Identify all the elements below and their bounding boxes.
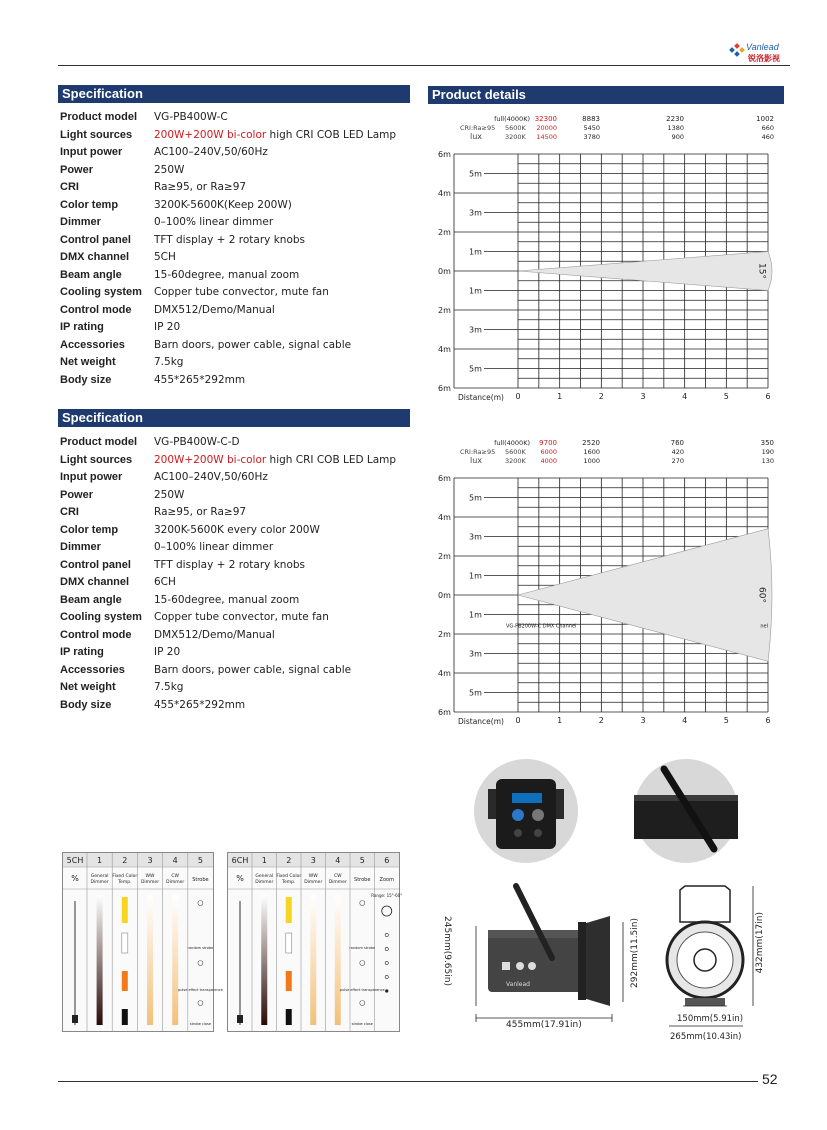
dmx-6ch-chart bbox=[227, 852, 403, 1032]
dmx-label: Dimmer bbox=[328, 880, 347, 885]
lux-value: 190 bbox=[761, 448, 774, 456]
lux-value: 420 bbox=[671, 448, 684, 456]
lux-value: 1600 bbox=[583, 448, 600, 456]
page-number: 52 bbox=[762, 1071, 778, 1087]
spec-key: DMX channel bbox=[60, 576, 130, 588]
beam-chart-15 bbox=[430, 112, 790, 402]
lux-value: 20000 bbox=[536, 124, 557, 132]
spec-value: 3200K-5600K(Keep 200W) bbox=[154, 198, 292, 211]
y-tick-label: 3m bbox=[469, 649, 482, 659]
spec-value: Ra≥95, or Ra≥97 bbox=[154, 506, 247, 518]
spec-value: VG-PB400W-C bbox=[154, 111, 228, 123]
spec-value: Copper tube convector, mute fan bbox=[154, 611, 329, 623]
front-dimension-drawing bbox=[655, 882, 780, 1047]
spec-key: Control panel bbox=[60, 233, 131, 246]
spec-value: 455*265*292mm bbox=[154, 373, 246, 386]
spec-key: Power bbox=[60, 488, 94, 501]
dmx-ww-cw-bar bbox=[310, 895, 316, 1025]
dmx-label: Dimmer bbox=[140, 880, 160, 885]
y-tick-label: 2m bbox=[438, 552, 451, 561]
spec-key: CRI bbox=[60, 181, 79, 193]
y-tick-label: 6m bbox=[438, 474, 451, 483]
dmx-dimmer-bar bbox=[261, 895, 267, 1025]
spec-key: Dimmer bbox=[60, 541, 101, 553]
lux-value: 1380 bbox=[667, 124, 684, 132]
dmx-strobe-note: pulse effect transparence bbox=[339, 988, 385, 992]
dmx-zoom-dot bbox=[385, 975, 388, 978]
dim-height-side: 292mm(11.5in) bbox=[630, 918, 640, 988]
spec-row bbox=[60, 611, 410, 629]
y-tick-label: 4m bbox=[438, 345, 451, 354]
spec-row bbox=[60, 304, 410, 322]
dmx-zoom-note: Range: 15°-60° bbox=[371, 893, 403, 898]
spec-key: Beam angle bbox=[60, 593, 122, 606]
dmx-strobe-note: random strobe bbox=[349, 946, 376, 950]
spec-key: Accessories bbox=[60, 338, 125, 351]
y-tick-label: 4m bbox=[438, 513, 451, 522]
dmx-header: 6 bbox=[384, 856, 390, 865]
header-label: lux bbox=[470, 456, 483, 465]
lux-value: 6000 bbox=[540, 448, 557, 456]
y-tick-label: 2m bbox=[438, 228, 451, 237]
dmx-label: General bbox=[90, 874, 109, 879]
spec-row bbox=[60, 146, 410, 164]
dmx-ct-block bbox=[122, 971, 128, 991]
x-tick-label: 6 bbox=[765, 392, 771, 401]
spec-row bbox=[60, 506, 410, 524]
x-tick-label: 6 bbox=[765, 716, 771, 725]
dmx-header: 3 bbox=[310, 856, 316, 865]
spec-row bbox=[60, 471, 410, 489]
y-tick-label: 3m bbox=[469, 325, 482, 335]
dmx-header: 1 bbox=[97, 856, 103, 865]
spec-value: 250W bbox=[154, 488, 185, 501]
dmx-zoom-dot bbox=[385, 947, 388, 950]
y-tick-label: 4m bbox=[438, 189, 451, 198]
dmx-label: CW bbox=[333, 874, 342, 879]
spec-value: 0–100% linear dimmer bbox=[154, 541, 274, 553]
dmx-header: 5 bbox=[197, 856, 203, 865]
spec-value: TFT display + 2 rotary knobs bbox=[154, 558, 306, 571]
lux-value: 350 bbox=[760, 439, 774, 447]
lux-value: 270 bbox=[671, 457, 684, 465]
y-tick-label: 3m bbox=[469, 208, 482, 218]
spec-value: 200W+200W bi-color high CRI COB LED Lamp bbox=[154, 453, 397, 466]
dim-length: 455mm(17.91in) bbox=[506, 1020, 582, 1030]
dmx-header: 4 bbox=[335, 856, 341, 865]
spec-key: Control panel bbox=[60, 558, 131, 571]
dmx-ww-cw-bar bbox=[172, 895, 178, 1025]
spec-value: Barn doors, power cable, signal cable bbox=[154, 338, 352, 351]
spec-key: Product model bbox=[60, 436, 138, 448]
y-tick-label: 6m bbox=[438, 708, 451, 717]
spec-value: 5CH bbox=[154, 251, 176, 263]
spec-row bbox=[60, 181, 410, 199]
header-cct: 3200K bbox=[505, 133, 526, 141]
spec-key: Control mode bbox=[60, 628, 132, 641]
x-tick-label: 5 bbox=[723, 716, 729, 725]
spec2-table bbox=[60, 436, 410, 716]
dmx-zoom-dot bbox=[385, 961, 388, 964]
spec-value: IP 20 bbox=[154, 321, 181, 333]
dmx-label: % bbox=[236, 874, 244, 883]
spec-value: DMX512/Demo/Manual bbox=[154, 303, 275, 316]
dmx-5ch-svg bbox=[63, 853, 223, 1033]
spec-row bbox=[60, 321, 410, 339]
spec-value: 15-60degree, manual zoom bbox=[154, 593, 300, 606]
dmx-label: Fixed Color bbox=[112, 874, 138, 879]
lux-value: 5450 bbox=[583, 124, 600, 132]
x-tick-label: 4 bbox=[682, 716, 688, 725]
spec-value: Ra≥95, or Ra≥97 bbox=[154, 181, 247, 193]
lux-value: 14500 bbox=[536, 133, 557, 141]
dmx-ww-cw-bar bbox=[335, 895, 341, 1025]
spec-row bbox=[60, 664, 410, 682]
dmx-zoom-dot bbox=[385, 989, 388, 992]
dmx-fader-knob bbox=[72, 1015, 78, 1023]
header-rule bbox=[58, 65, 790, 66]
y-tick-label: 6m bbox=[438, 384, 451, 393]
spec-row bbox=[60, 199, 410, 217]
x-tick-label: 3 bbox=[640, 716, 646, 725]
y-tick-label: 1m bbox=[469, 247, 482, 257]
spec-row bbox=[60, 699, 410, 717]
beam-chart-60 bbox=[430, 436, 790, 726]
dmx-label: Dimmer bbox=[255, 880, 274, 885]
spec-row bbox=[60, 594, 410, 612]
spec-key: Dimmer bbox=[60, 216, 101, 228]
dmx-fader-knob bbox=[237, 1015, 243, 1023]
handle-photo bbox=[634, 759, 738, 863]
dmx-strobe-icon bbox=[198, 901, 203, 906]
beam-angle-label: 15° bbox=[756, 263, 767, 279]
spec-row bbox=[60, 436, 410, 454]
dmx-label: Dimmer bbox=[166, 880, 185, 885]
y-tick-label: 2m bbox=[438, 630, 451, 639]
spec-key: Input power bbox=[60, 146, 123, 158]
spec-row bbox=[60, 269, 410, 287]
lux-value: 4000 bbox=[540, 457, 557, 465]
lux-value: 1000 bbox=[583, 457, 600, 465]
dmx-label: WW bbox=[145, 874, 155, 879]
side-logo: Vanlead bbox=[506, 981, 530, 988]
y-tick-label: 1m bbox=[469, 286, 482, 296]
x-tick-label: 3 bbox=[640, 392, 646, 401]
spec-row bbox=[60, 541, 410, 559]
spec-value: Copper tube convector, mute fan bbox=[154, 286, 329, 298]
x-axis-label: Distance(m) bbox=[458, 393, 504, 402]
dim-depth-side: 245mm(9.65in) bbox=[442, 916, 452, 986]
header-cct: 3200K bbox=[505, 457, 526, 465]
spec-row bbox=[60, 681, 410, 699]
x-tick-label: 2 bbox=[598, 392, 604, 401]
spec-value: AC100–240V,50/60Hz bbox=[154, 471, 268, 483]
spec-key: Cooling system bbox=[60, 286, 142, 298]
spec-value: VG-PB400W-C-D bbox=[154, 436, 240, 448]
spec-key: Input power bbox=[60, 471, 123, 483]
lux-value: 760 bbox=[670, 439, 684, 447]
dmx-label: General bbox=[255, 874, 274, 879]
spec-row bbox=[60, 374, 410, 392]
header-label: full(4000K) bbox=[494, 115, 530, 123]
dmx-header: 6CH bbox=[231, 856, 249, 865]
x-tick-label: 1 bbox=[557, 392, 563, 401]
dmx-ww-cw-bar bbox=[147, 895, 153, 1025]
dmx-dimmer-bar bbox=[97, 895, 103, 1025]
spec-value: TFT display + 2 rotary knobs bbox=[154, 233, 306, 246]
beam-cone bbox=[518, 529, 772, 662]
spec-value: 7.5kg bbox=[154, 681, 184, 693]
spec1-title: Specification bbox=[58, 85, 410, 103]
lux-value: 9700 bbox=[539, 439, 557, 447]
dmx-label: Dimmer bbox=[304, 880, 323, 885]
dmx-label: Temp. bbox=[118, 880, 132, 885]
spec-key: Cooling system bbox=[60, 611, 142, 623]
beam-angle-label: 60° bbox=[756, 587, 767, 603]
dmx-strobe-icon bbox=[360, 901, 365, 906]
lux-value: 460 bbox=[761, 133, 774, 141]
spec-row bbox=[60, 576, 410, 594]
dmx-header-bg bbox=[63, 853, 213, 867]
dmx-header: 2 bbox=[286, 856, 292, 865]
dmx-ct-block bbox=[286, 933, 292, 953]
lux-value: 3780 bbox=[583, 133, 600, 141]
header-cct: 5600K bbox=[505, 448, 526, 456]
dmx-strobe-note: pulse effect transparence bbox=[177, 988, 223, 992]
spec-key: Accessories bbox=[60, 663, 125, 676]
lux-value: 2520 bbox=[582, 439, 600, 447]
spec-row bbox=[60, 559, 410, 577]
spec-key: IP rating bbox=[60, 321, 104, 333]
details-title: Product details bbox=[428, 86, 784, 104]
dmx-strobe-icon bbox=[360, 1001, 365, 1006]
y-tick-label: 0m bbox=[438, 591, 451, 600]
spec-row bbox=[60, 339, 410, 357]
spec-value: 6CH bbox=[154, 576, 176, 588]
side-dimension-drawing bbox=[440, 880, 650, 1040]
y-tick-label: 1m bbox=[469, 610, 482, 620]
spec-row bbox=[60, 454, 410, 472]
dmx-label: Fixed Color bbox=[276, 874, 302, 879]
spec1-table bbox=[60, 111, 410, 391]
spec-key: CRI bbox=[60, 506, 79, 518]
dmx-ct-block bbox=[286, 897, 292, 923]
dmx-header: 5CH bbox=[66, 856, 84, 865]
dmx-strobe-icon bbox=[360, 961, 365, 966]
y-tick-label: 4m bbox=[438, 669, 451, 678]
spec-row bbox=[60, 489, 410, 507]
spec-row bbox=[60, 356, 410, 374]
spec-row bbox=[60, 129, 410, 147]
dmx-strobe-icon bbox=[198, 961, 203, 966]
header-label: CRI:Ra≥95 bbox=[460, 124, 496, 132]
dmx-label: Zoom bbox=[379, 877, 394, 883]
brand-logo bbox=[728, 40, 788, 66]
spec-value: Barn doors, power cable, signal cable bbox=[154, 663, 352, 676]
spec-row bbox=[60, 164, 410, 182]
spec-key: Net weight bbox=[60, 681, 116, 693]
dmx-ct-block bbox=[122, 933, 128, 953]
y-tick-label: 3m bbox=[469, 532, 482, 542]
spec-key: IP rating bbox=[60, 646, 104, 658]
spec-value: 250W bbox=[154, 163, 185, 176]
dmx-header: 3 bbox=[147, 856, 153, 865]
lux-value: 8883 bbox=[582, 115, 600, 123]
dmx-zoom-icon bbox=[382, 906, 392, 916]
dmx-header: 1 bbox=[261, 856, 267, 865]
spec-key: Light sources bbox=[60, 453, 133, 466]
dim-width-outer: 265mm(10.43in) bbox=[670, 1032, 742, 1042]
x-tick-label: 0 bbox=[515, 392, 521, 401]
brand-cn: 锐洛影视 bbox=[748, 54, 780, 63]
lux-value: 900 bbox=[671, 133, 684, 141]
spec-key: Color temp bbox=[60, 523, 119, 536]
spec-value-highlight: 200W+200W bi-color bbox=[154, 453, 267, 466]
dmx-zoom-dot bbox=[385, 933, 388, 936]
y-tick-label: 5m bbox=[469, 688, 482, 698]
spec-value: 0–100% linear dimmer bbox=[154, 216, 274, 228]
dmx-strobe-note: strobe close bbox=[189, 1022, 212, 1026]
spec-key: Product model bbox=[60, 111, 138, 123]
x-tick-label: 1 bbox=[557, 716, 563, 725]
header-cct: 5600K bbox=[505, 124, 526, 132]
dmx-ct-block bbox=[286, 1009, 292, 1025]
brand-name: Vanlead bbox=[746, 42, 779, 52]
y-tick-label: 5m bbox=[469, 493, 482, 503]
spec-value-highlight: 200W+200W bi-color bbox=[154, 128, 267, 141]
spec-key: Body size bbox=[60, 698, 112, 711]
dmx-6ch-svg bbox=[228, 853, 401, 1033]
y-tick-label: 6m bbox=[438, 150, 451, 159]
spec-row bbox=[60, 216, 410, 234]
spec-key: Color temp bbox=[60, 198, 119, 211]
dmx-5ch-chart bbox=[62, 852, 223, 1032]
y-tick-label: 0m bbox=[438, 267, 451, 276]
dmx-label: WW bbox=[308, 874, 318, 879]
x-axis-label: Distance(m) bbox=[458, 717, 504, 726]
dmx-strobe-note: random strobe bbox=[187, 946, 214, 950]
header-label: CRI:Ra≥95 bbox=[460, 448, 496, 456]
y-tick-label: 5m bbox=[469, 169, 482, 179]
overlay-text: VG-PB200W-C DMX Channel bbox=[506, 623, 577, 630]
spec-value: 455*265*292mm bbox=[154, 698, 246, 711]
spec2-title: Specification bbox=[58, 409, 410, 427]
spec-key: Net weight bbox=[60, 356, 116, 368]
spec-key: DMX channel bbox=[60, 251, 130, 263]
control-panel-photo bbox=[474, 759, 578, 863]
dmx-ct-block bbox=[122, 1009, 128, 1025]
dmx-ct-block bbox=[122, 897, 128, 923]
dmx-ct-block bbox=[286, 971, 292, 991]
x-tick-label: 4 bbox=[682, 392, 688, 401]
spec-key: Power bbox=[60, 163, 94, 176]
spec-value: AC100–240V,50/60Hz bbox=[154, 146, 268, 158]
beam-chart-15-svg bbox=[430, 112, 790, 402]
spec-row bbox=[60, 234, 410, 252]
lux-value: 2230 bbox=[666, 115, 684, 123]
dmx-header: 5 bbox=[359, 856, 365, 865]
spec-row bbox=[60, 646, 410, 664]
spec-row bbox=[60, 524, 410, 542]
beam-cone bbox=[518, 252, 772, 291]
spec-row bbox=[60, 251, 410, 269]
lux-value: 1002 bbox=[756, 115, 774, 123]
dmx-label: Temp. bbox=[282, 880, 296, 885]
x-tick-label: 2 bbox=[598, 716, 604, 725]
y-tick-label: 2m bbox=[438, 306, 451, 315]
dmx-label: Dimmer bbox=[90, 880, 109, 885]
dmx-label: Strobe bbox=[354, 877, 371, 883]
spec-value: 3200K-5600K every color 200W bbox=[154, 523, 320, 536]
spec-value: 7.5kg bbox=[154, 356, 184, 368]
dmx-label: % bbox=[71, 874, 79, 883]
dmx-strobe-icon bbox=[198, 1001, 203, 1006]
overlay-text: nel bbox=[760, 623, 768, 630]
dmx-strobe-note: strobe close bbox=[351, 1022, 373, 1026]
beam-chart-60-svg bbox=[430, 436, 790, 726]
spec-key: Light sources bbox=[60, 128, 133, 141]
spec-value: 15-60degree, manual zoom bbox=[154, 268, 300, 281]
spec-row bbox=[60, 111, 410, 129]
y-tick-label: 1m bbox=[469, 571, 482, 581]
dim-width-inner: 150mm(5.91in) bbox=[677, 1014, 744, 1024]
spec-value: 200W+200W bi-color high CRI COB LED Lamp bbox=[154, 128, 397, 141]
lux-value: 660 bbox=[761, 124, 774, 132]
x-tick-label: 5 bbox=[723, 392, 729, 401]
spec-value: DMX512/Demo/Manual bbox=[154, 628, 275, 641]
dmx-label: CW bbox=[171, 874, 179, 879]
dim-height-front: 432mm(17in) bbox=[755, 912, 765, 974]
dmx-label: Strobe bbox=[192, 877, 209, 883]
spec-key: Body size bbox=[60, 373, 112, 386]
footer-rule bbox=[58, 1081, 758, 1082]
header-label: lux bbox=[470, 132, 483, 141]
y-tick-label: 5m bbox=[469, 364, 482, 374]
spec-key: Beam angle bbox=[60, 268, 122, 281]
dmx-header: 4 bbox=[172, 856, 178, 865]
spec-key: Control mode bbox=[60, 303, 132, 316]
spec-row bbox=[60, 629, 410, 647]
dmx-header: 2 bbox=[122, 856, 128, 865]
header-label: full(4000K) bbox=[494, 439, 530, 447]
lux-value: 130 bbox=[761, 457, 774, 465]
spec-row bbox=[60, 286, 410, 304]
x-tick-label: 0 bbox=[515, 716, 521, 725]
spec-value: IP 20 bbox=[154, 646, 181, 658]
lux-value: 32300 bbox=[534, 115, 557, 123]
